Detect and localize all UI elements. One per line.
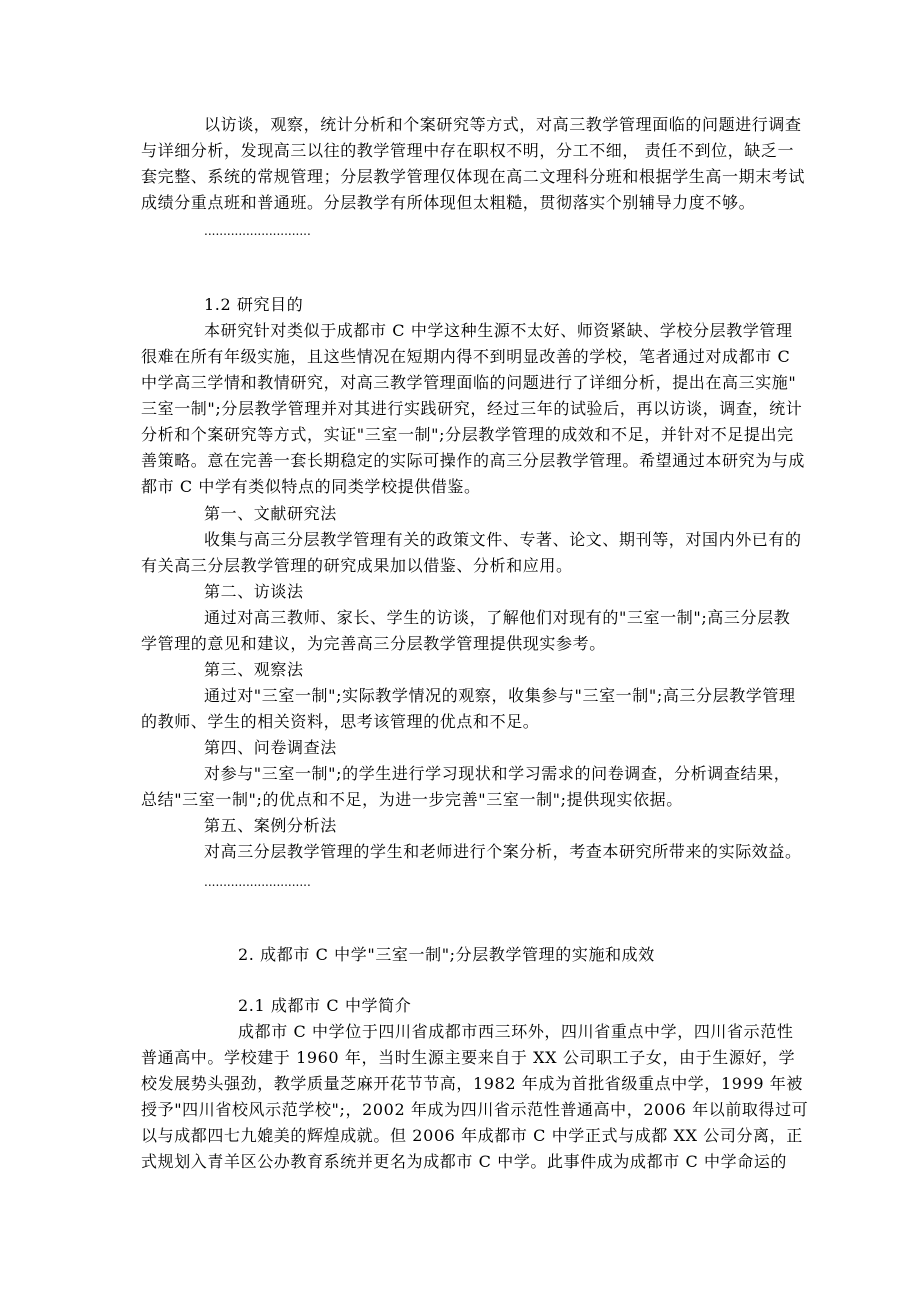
paragraph-line: 与详细分析，发现高三以往的教学管理中存在职权不明，分工不细， 责任不到位，缺乏一 (141, 141, 795, 160)
section-heading-2: 2. 成都市 C 中学"三室一制";分层教学管理的实施和成效 (238, 945, 655, 964)
paragraph-line: 以与成都四七九媲美的辉煌成就。但 2006 年成都市 C 中学正式与成都 XX 公司分离，正 (141, 1126, 803, 1145)
paragraph-line: 成绩分重点班和普通班。分层教学有所体现但太粗糙，贯彻落实个别辅导力度不够。 (141, 193, 756, 212)
method-line: 收集与高三分层教学管理有关的政策文件、专著、论文、期刊等，对国内外已有的 (204, 530, 802, 549)
method-title: 第五、案例分析法 (204, 816, 337, 835)
paragraph-line: 以访谈，观察，统计分析和个案研究等方式，对高三教学管理面临的问题进行调查 (204, 115, 802, 134)
paragraph-line: 成都市 C 中学位于四川省成都市西三环外，四川省重点中学，四川省示范性 (238, 1022, 794, 1041)
method-title: 第二、访谈法 (204, 582, 304, 601)
method-title: 第一、文献研究法 (204, 504, 337, 523)
paragraph-line: 都市 C 中学有类似特点的同类学校提供借鉴。 (141, 477, 481, 496)
method-line: 通过对高三教师、家长、学生的访谈，了解他们对现有的"三室一制";高三分层教 (204, 608, 791, 627)
paragraph-line: 三室一制";分层教学管理并对其进行实践研究，经过三年的试验后，再以访谈，调查，统计 (141, 399, 803, 418)
ellipsis-separator: ............................ (204, 224, 311, 238)
method-line: 对参与"三室一制";的学生进行学习现状和学习需求的问卷调查，分析调查结果， (204, 764, 791, 783)
method-title: 第四、问卷调查法 (204, 738, 337, 757)
method-line: 有关高三分层教学管理的研究成果加以借鉴、分析和应用。 (141, 556, 573, 575)
paragraph-line: 式规划入青羊区公办教育系统并更名为成都市 C 中学。此事件成为成都市 C 中学命运的 (141, 1152, 788, 1171)
paragraph-line: 普通高中。学校建于 1960 年，当时生源主要来自于 XX 公司职工子女，由于生源好，学 (141, 1048, 796, 1067)
paragraph-line: 中学高三学情和教情研究，对高三教学管理面临的问题进行了详细分析，提出在高三实施" (141, 373, 797, 392)
ellipsis-separator: ............................ (204, 875, 311, 889)
paragraph-line: 校发展势头强劲，教学质量芝麻开花节节高，1982 年成为首批省级重点中学，1999 年被 (141, 1074, 804, 1093)
method-line: 通过对"三室一制";实际教学情况的观察，收集参与"三室一制";高三分层教学管理 (204, 686, 796, 705)
paragraph-line: 本研究针对类似于成都市 C 中学这种生源不太好、师资紧缺、学校分层教学管理 (204, 321, 793, 340)
method-title: 第三、观察法 (204, 660, 304, 679)
paragraph-line: 套完整、系统的常规管理；分层教学管理仅体现在高二文理科分班和根据学生高一期末考试 (141, 167, 806, 186)
method-line: 总结"三室一制";的优点和不足，为进一步完善"三室一制";提供现实依据。 (141, 790, 683, 809)
paragraph-line: 善策略。意在完善一套长期稳定的实际可操作的高三分层教学管理。希望通过本研究为与成 (141, 451, 806, 470)
paragraph-line: 分析和个案研究等方式，实证"三室一制";分层教学管理的成效和不足，并针对不足提出完 (141, 425, 794, 444)
method-line: 对高三分层教学管理的学生和老师进行个案分析，考查本研究所带来的实际效益。 (204, 842, 802, 861)
method-line: 学管理的意见和建议，为完善高三分层教学管理提供现实参考。 (141, 634, 606, 653)
paragraph-line: 很难在所有年级实施，且这些情况在短期内得不到明显改善的学校，笔者通过对成都市 C (141, 347, 791, 366)
method-line: 的教师、学生的相关资料，思考该管理的优点和不足。 (141, 712, 540, 731)
section-heading-1-2: 1.2 研究目的 (204, 295, 304, 314)
paragraph-line: 授予"四川省校风示范学校";，2002 年成为四川省示范性普通高中，2006 年以前取得过可 (141, 1100, 809, 1119)
section-heading-2-1: 2.1 成都市 C 中学简介 (238, 996, 412, 1015)
